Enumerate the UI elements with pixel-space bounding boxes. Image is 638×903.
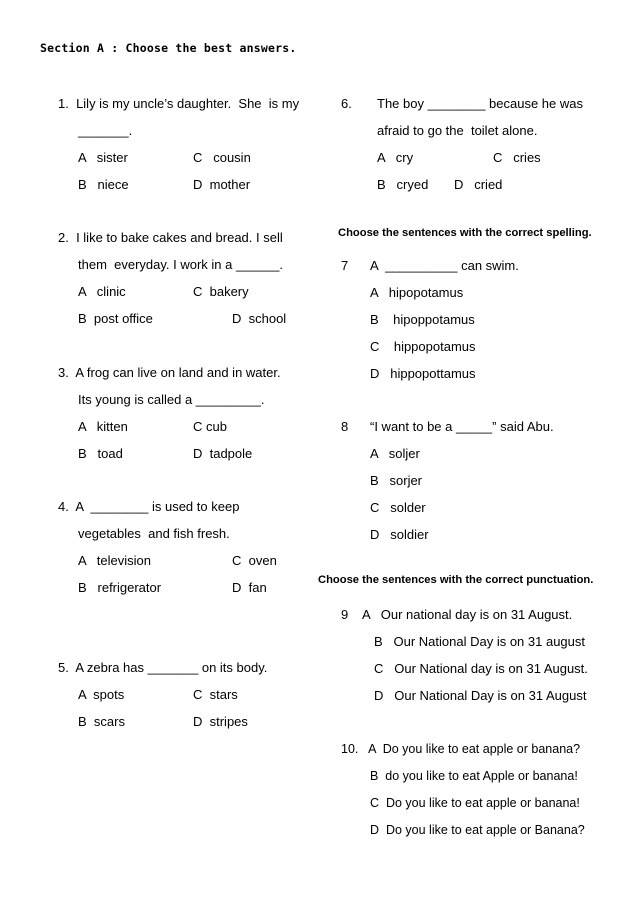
q6-option-c: C cries — [493, 150, 541, 165]
q5-stem: 5. A zebra has _______ on its body. — [58, 660, 268, 675]
q3-stem: 3. A frog can live on land and in water. — [58, 365, 281, 380]
q7-stem: A __________ can swim. — [370, 258, 519, 273]
q6-option-d: D cried — [454, 177, 503, 192]
q4-option-d: D fan — [232, 580, 267, 595]
q6-number: 6. — [341, 96, 352, 111]
q4-stem: 4. A ________ is used to keep — [58, 499, 240, 514]
q10-option-d: D Do you like to eat apple or Banana? — [370, 823, 585, 837]
q5-option-c: C stars — [193, 687, 238, 702]
q5-option-b: B scars — [78, 714, 125, 729]
q3-stem-cont: Its young is called a _________. — [78, 392, 265, 407]
q1-option-b: B niece — [78, 177, 129, 192]
q10-option-c: C Do you like to eat apple or banana! — [370, 796, 580, 810]
q2-stem-cont: them everyday. I work in a ______. — [78, 257, 283, 272]
q10-option-a: 10. A Do you like to eat apple or banana? — [341, 742, 581, 756]
q7-option-d: D hippopottamus — [370, 366, 476, 381]
q5-option-a: A spots — [78, 687, 125, 702]
q4-option-b: B refrigerator — [78, 580, 162, 595]
q2-stem: 2. I like to bake cakes and bread. I sell — [58, 230, 283, 245]
q1-option-a: A sister — [78, 150, 128, 165]
q6-stem-cont: afraid to go the toilet alone. — [377, 123, 538, 138]
q8-number: 8 — [341, 419, 349, 434]
q2-option-c: C bakery — [193, 284, 249, 299]
q8-option-b: B sorjer — [370, 473, 423, 488]
q9-option-a: 9 A Our national day is on 31 August. — [341, 607, 573, 622]
q2-option-d: D school — [232, 311, 287, 326]
q7-option-b: B hipoppotamus — [370, 312, 475, 327]
q8-option-a: A soljer — [370, 446, 420, 461]
q8-option-c: C solder — [370, 500, 426, 515]
q1-stem-blank: _______. — [78, 123, 133, 138]
q3-option-c: C cub — [193, 419, 227, 434]
q1-stem: 1. Lily is my uncle’s daughter. She is my — [58, 96, 300, 111]
q8-option-d: D soldier — [370, 527, 429, 542]
q3-option-a: A kitten — [78, 419, 128, 434]
q8-stem: “I want to be a _____” said Abu. — [370, 419, 554, 434]
q7-option-c: C hippopotamus — [370, 339, 476, 354]
q3-option-b: B toad — [78, 446, 123, 461]
spelling-heading: Choose the sentences with the correct spelling. — [338, 227, 592, 239]
q6-stem: The boy ________ because he was — [377, 96, 583, 111]
punctuation-heading: Choose the sentences with the correct punctuation. — [318, 574, 594, 586]
q2-option-a: A clinic — [78, 284, 126, 299]
q9-option-c: C Our National day is on 31 August. — [374, 661, 588, 676]
q6-option-a: A cry — [377, 150, 414, 165]
q7-number: 7 — [341, 258, 349, 273]
q4-stem-cont: vegetables and fish fresh. — [78, 526, 230, 541]
q4-option-c: C oven — [232, 553, 277, 568]
q7-option-a: A hipopotamus — [370, 285, 464, 300]
q2-option-b: B post office — [78, 311, 153, 326]
q1-option-c: C cousin — [193, 150, 251, 165]
q9-option-b: B Our National Day is on 31 august — [374, 634, 586, 649]
q1-option-d: D mother — [193, 177, 251, 192]
section-title: Section A : Choose the best answers. — [40, 41, 297, 55]
q5-option-d: D stripes — [193, 714, 248, 729]
q6-option-b: B cryed — [377, 177, 429, 192]
q4-option-a: A television — [78, 553, 151, 568]
q3-option-d: D tadpole — [193, 446, 253, 461]
q10-option-b: B do you like to eat Apple or banana! — [370, 769, 578, 783]
q9-option-d: D Our National Day is on 31 August — [374, 688, 587, 703]
